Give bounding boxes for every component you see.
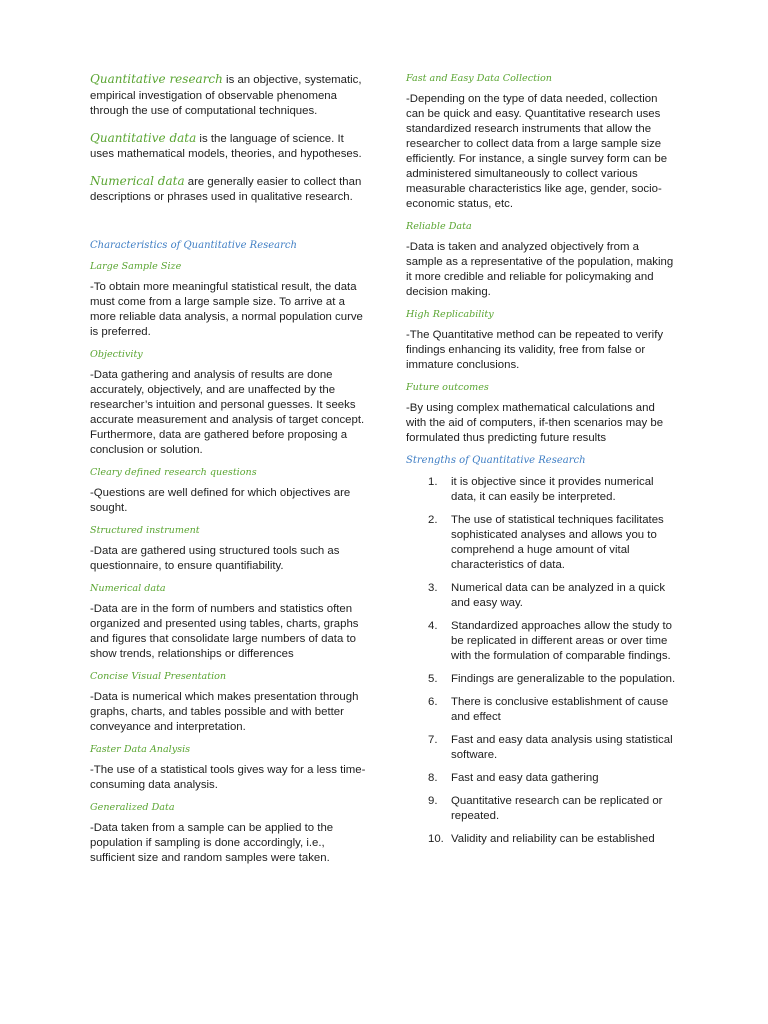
list-number: 3. — [428, 582, 438, 594]
list-number: 5. — [428, 673, 438, 685]
characteristic-body: -Data are in the form of numbers and statistics often organized and presented using tables, charts, graphs and figures that consolidate large numbers of data to show trends, relationships or differences — [90, 602, 359, 660]
list-item — [406, 695, 678, 725]
list-item — [406, 794, 678, 824]
characteristic-heading: Reliable Data — [406, 221, 472, 232]
characteristic-body: -Depending on the type of data needed, collection can be quick and easy. Quantitative research uses standardized research instruments that allow the researcher to collect data from a large sample size efficiently. For instance, a single survey form can be administered simultaneously to collect various measurable characteristics like age, gender, socio-economic status, etc. — [406, 93, 668, 210]
spacer — [90, 217, 368, 239]
characteristic-heading: Faster Data Analysis — [90, 743, 191, 755]
list-number: 2. — [428, 514, 438, 526]
characteristic-heading: Fast and Easy Data Collection — [406, 73, 552, 84]
list-number: 7. — [428, 734, 438, 746]
characteristic-body: -Data is numerical which makes presentation through graphs, charts, and tables possible and with better conveyance and interpretation. — [90, 690, 359, 733]
characteristic-body: -Data gathering and analysis of results are done accurately, objectively, and are unaffected by the researcher’s intuition and personal guesses. It seeks accurate measurement and analysis of target concept. Furthermore, data are gathered before proposing a conclusion or solution. — [90, 368, 365, 456]
characteristic-heading: High Replicability — [406, 309, 494, 320]
right-column — [406, 72, 678, 855]
list-item — [406, 832, 678, 847]
intro-text: is the language of science. It uses mathematical models, theories, and hypotheses. — [90, 132, 362, 160]
list-text: Validity and reliability can be established — [451, 833, 655, 845]
list-text: Standardized approaches allow the study to be replicated in different areas or over time with the formulation of comparable findings. — [451, 620, 672, 662]
list-item — [406, 619, 678, 664]
characteristic-heading: Future outcomes — [406, 382, 489, 393]
characteristic-heading: Structured instrument — [90, 524, 200, 536]
list-number: 9. — [428, 795, 438, 807]
characteristic-heading: Concise Visual Presentation — [90, 670, 227, 682]
list-item — [406, 513, 678, 573]
characteristic-heading: Objectivity — [90, 348, 143, 360]
list-item — [406, 475, 678, 505]
characteristic-heading: Large Sample Size — [90, 260, 182, 272]
list-number: 4. — [428, 620, 438, 632]
list-number: 8. — [428, 772, 438, 784]
characteristic-heading: Cleary defined research questions — [90, 466, 257, 478]
characteristic-body: -Data is taken and analyzed objectively from a sample as a representative of the population, making it more credible and reliable for policymaking and decision making. — [406, 241, 674, 298]
list-item — [406, 733, 678, 763]
list-text: Quantitative research can be replicated or repeated. — [451, 795, 663, 822]
list-item — [406, 771, 678, 786]
characteristic-body: -The use of a statistical tools gives way for a less time-consuming data analysis. — [90, 763, 366, 791]
list-text: Numerical data can be analyzed in a quick and easy way. — [451, 582, 666, 609]
list-item — [406, 581, 678, 611]
list-text: Fast and easy data gathering — [451, 772, 599, 784]
intro-text: is an objective, systematic, empirical investigation of observable phenomena through the use of computational techniques. — [90, 74, 362, 117]
intro-paragraph — [90, 174, 368, 206]
intro-paragraph — [90, 131, 368, 163]
intro-text: are generally easier to collect than descriptions or phrases used in qualitative research. — [90, 175, 362, 203]
characteristic-body: -By using complex mathematical calculations and with the aid of computers, if-then scenarios may be formulated thus predicting future results — [406, 402, 664, 444]
list-number: 1. — [428, 476, 438, 488]
list-number: 10. — [428, 833, 444, 845]
intro-term: Quantitative data — [90, 130, 197, 145]
list-number: 6. — [428, 696, 438, 708]
characteristics-title: Characteristics of Quantitative Research — [90, 239, 297, 251]
list-text: The use of statistical techniques facilitates sophisticated analyses and allows you to comprehend a huge amount of vital characteristics of data. — [451, 514, 664, 571]
intro-paragraph — [90, 72, 368, 120]
intro-term: Numerical data — [90, 173, 185, 188]
characteristic-body: -Data taken from a sample can be applied to the population if sampling is done accordingly, i.e., sufficient size and random samples were taken. — [90, 821, 334, 864]
list-text: Fast and easy data analysis using statistical software. — [451, 734, 673, 761]
list-text: There is conclusive establishment of cause and effect — [451, 696, 669, 723]
left-column — [90, 72, 368, 874]
characteristic-body: -To obtain more meaningful statistical result, the data must come from a large sample size. To arrive at a more reliable data analysis, a normal population curve is preferred. — [90, 280, 363, 338]
characteristic-heading: Generalized Data — [90, 801, 175, 813]
intro-term: Quantitative research — [90, 72, 223, 86]
strengths-list — [406, 475, 678, 847]
characteristic-body: -Questions are well defined for which objectives are sought. — [90, 486, 351, 514]
characteristic-body: -The Quantitative method can be repeated to verify findings enhancing its validity, free from false or immature conclusions. — [406, 329, 664, 371]
characteristic-body: -Data are gathered using structured tools such as questionnaire, to ensure quantifiability. — [90, 544, 340, 572]
characteristic-heading: Numerical data — [90, 582, 166, 594]
list-text: it is objective since it provides numerical data, it can easily be interpreted. — [451, 476, 654, 503]
list-text: Findings are generalizable to the population. — [451, 673, 676, 685]
list-item — [406, 672, 678, 687]
strengths-title: Strengths of Quantitative Research — [406, 455, 586, 466]
